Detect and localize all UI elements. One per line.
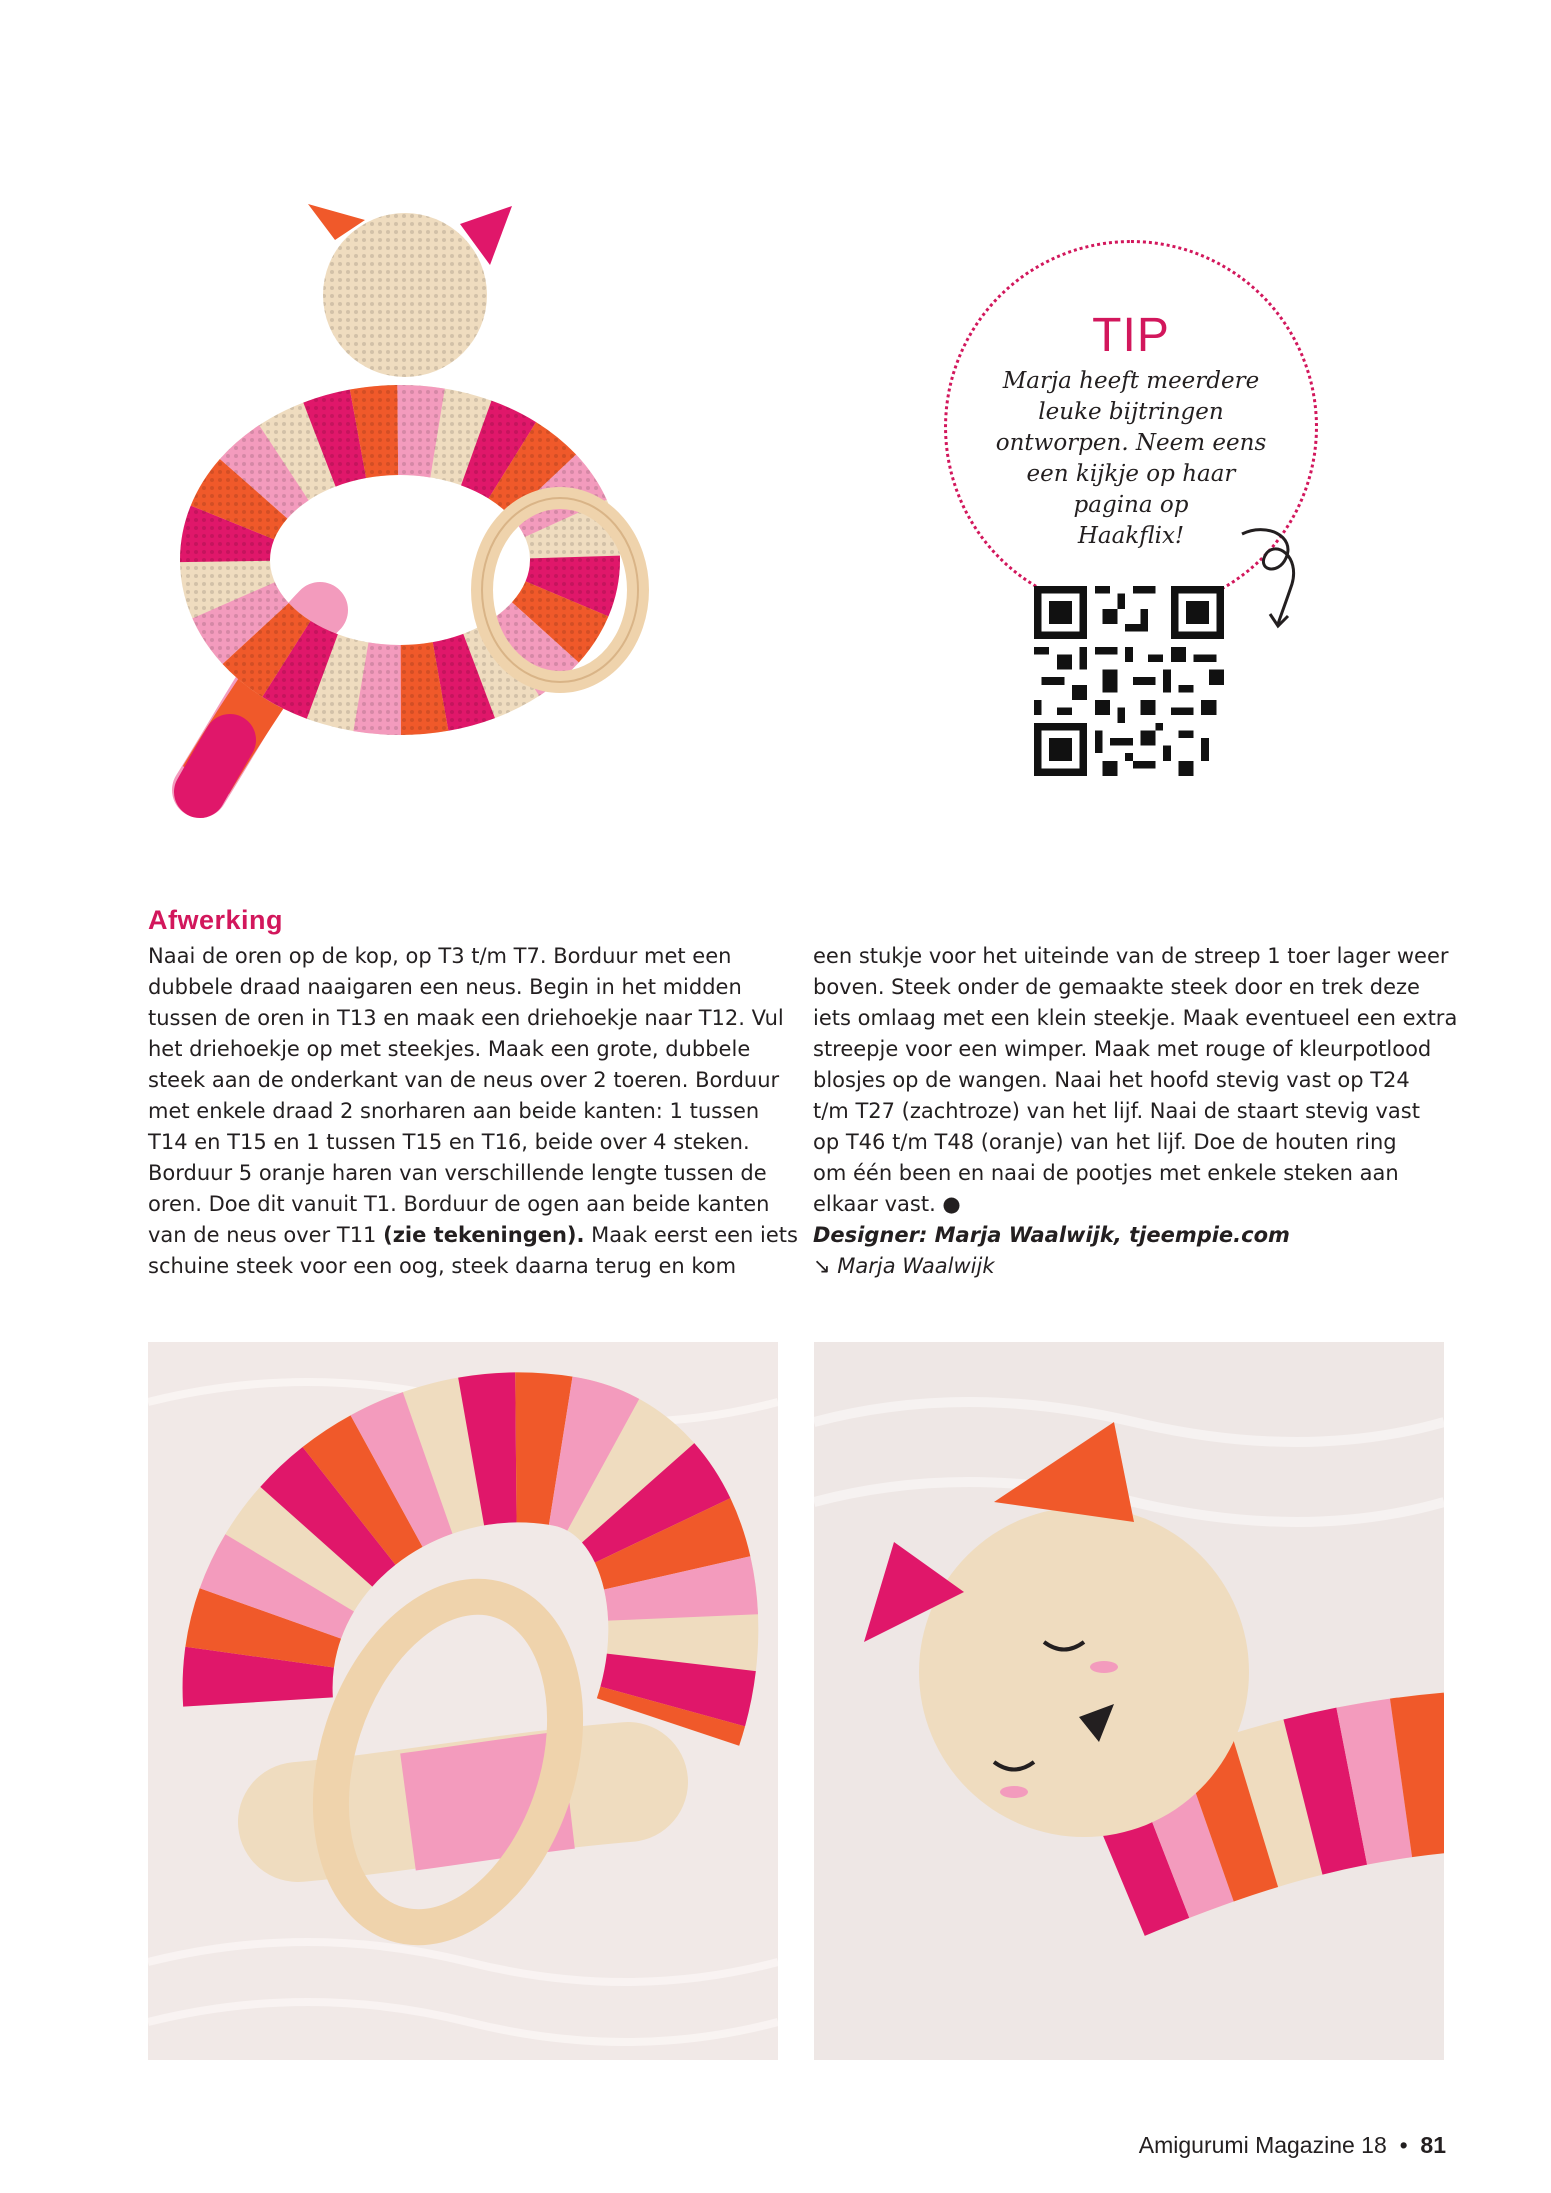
- body-line: boven. Steek onder de gemaakte steek door en trek deze: [813, 975, 1420, 999]
- body-text: Maak eerst een iets: [584, 1223, 798, 1247]
- section-heading: Afwerking: [148, 905, 284, 935]
- body-line: om één been en naai de pootjes met enkele steken aan: [813, 1161, 1399, 1185]
- tip-line: ontworpen. Neem eens: [995, 430, 1267, 456]
- body-line: schuine steek voor een oog, steek daarna terug en kom: [148, 1254, 737, 1278]
- camera-arrow-icon: ↘: [813, 1254, 831, 1278]
- body-line: streepje voor een wimper. Maak met rouge of kleurpotlood: [813, 1037, 1432, 1061]
- body-line: T14 en T15 en 1 tussen T15 en T16, beide over 4 steken.: [148, 1130, 750, 1154]
- body-line: elkaar vast. ●: [813, 1192, 961, 1216]
- page-number: 81: [1420, 2132, 1446, 2158]
- tip-title: TIP: [1092, 309, 1170, 362]
- body-line: Naai de oren op de kop, op T3 t/m T7. Borduur met een: [148, 944, 732, 968]
- body-line: op T46 t/m T48 (oranje) van het lijf. Doe de houten ring: [813, 1130, 1397, 1154]
- curly-arrow-icon: [1236, 522, 1306, 632]
- tip-line: leuke bijtringen: [1038, 399, 1224, 425]
- body-line: t/m T27 (zachtroze) van het lijf. Naai de staart stevig vast: [813, 1099, 1420, 1123]
- magazine-name: Amigurumi Magazine 18: [1138, 2132, 1387, 2158]
- article-column-right: [813, 941, 1458, 1282]
- body-line: blosjes op de wangen. Naai het hoofd stevig vast op T24: [813, 1068, 1410, 1092]
- article-column-left: [148, 941, 798, 1282]
- hero-cat-rattle-photo: [160, 180, 720, 860]
- body-line: een stukje voor het uiteinde van de streep 1 toer lager weer: [813, 944, 1449, 968]
- photo-cat-face-closeup: [814, 1342, 1444, 2060]
- footer-separator: •: [1399, 2132, 1408, 2158]
- body-line: met enkele draad 2 snorharen aan beide kanten: 1 tussen: [148, 1099, 760, 1123]
- body-line: oren. Doe dit vanuit T1. Borduur de ogen aan beide kanten: [148, 1192, 770, 1216]
- body-line: Borduur 5 oranje haren van verschillende lengte tussen de: [148, 1161, 767, 1185]
- body-line: steek aan de onderkant van de neus over 2 toeren. Borduur: [148, 1068, 780, 1092]
- tip-line: een kijkje op haar: [1026, 461, 1236, 487]
- tip-text: [985, 366, 1277, 552]
- tip-line: Haakflix!: [1077, 523, 1185, 549]
- designer-credit: Designer: Marja Waalwijk, tjeempie.com: [813, 1223, 1290, 1247]
- qr-code[interactable]: [1034, 586, 1224, 776]
- body-line: het driehoekje op met steekjes. Maak een grote, dubbele: [148, 1037, 751, 1061]
- drawing-reference: (zie tekeningen).: [383, 1223, 585, 1247]
- body-line: [148, 1220, 798, 1251]
- body-line: tussen de oren in T13 en maak een driehoekje naar T12. Vul: [148, 1006, 784, 1030]
- photo-ring-closeup: [148, 1342, 778, 2060]
- body-line: dubbele draad naaigaren een neus. Begin in het midden: [148, 975, 742, 999]
- photographer-name: Marja Waalwijk: [837, 1254, 995, 1278]
- tip-line: Marja heeft meerdere: [1002, 368, 1260, 394]
- tip-line: pagina op: [1073, 492, 1189, 518]
- body-line: iets omlaag met een klein steekje. Maak eventueel een extra: [813, 1006, 1458, 1030]
- photographer-credit: [813, 1251, 1433, 1282]
- body-text: van de neus over T11: [148, 1223, 384, 1247]
- page-footer: [1139, 2132, 1446, 2159]
